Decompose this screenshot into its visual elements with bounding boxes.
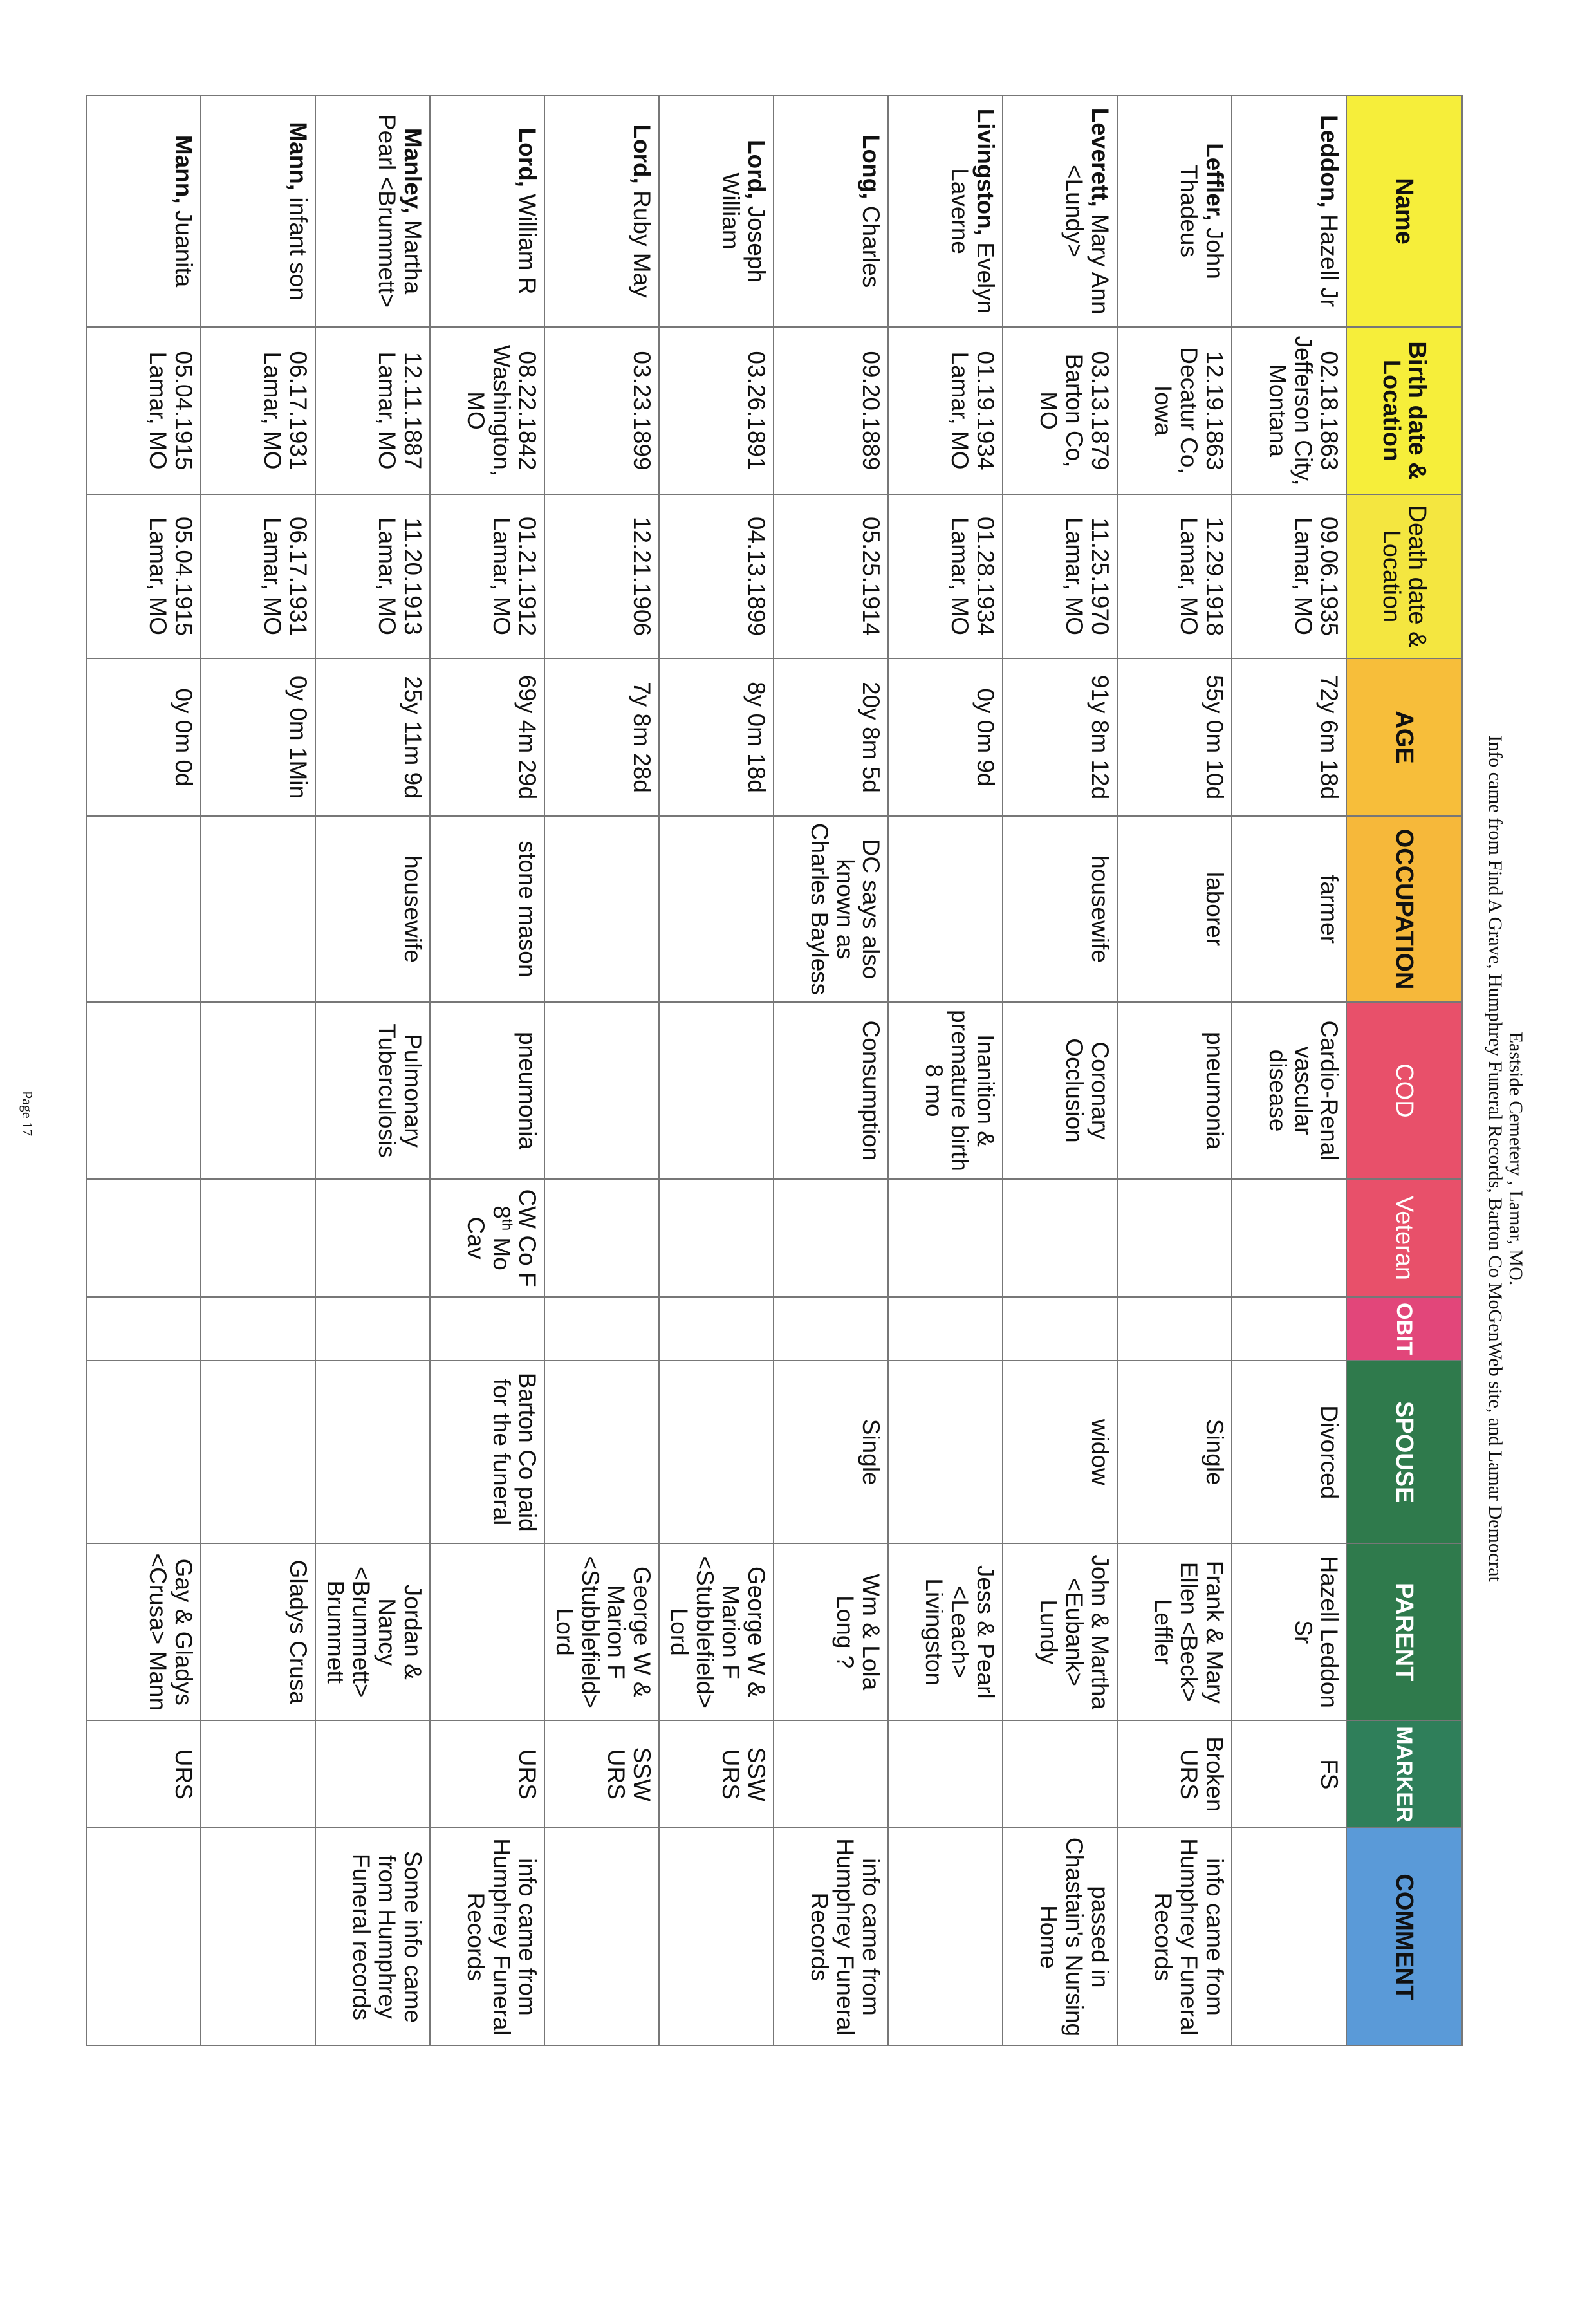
cell-death: 01.21.1912 Lamar, MO (430, 494, 544, 658)
cell-veteran: CW Co F 8th Mo Cav (430, 1179, 544, 1297)
cell-parent (430, 1543, 544, 1720)
cell-death: 05.25.1914 (774, 494, 888, 658)
cell-age: 0y 0m 0d (86, 658, 201, 816)
cell-birth: 02.18.1863 Jefferson City, Montana (1232, 327, 1346, 494)
cell-birth: 08.22.1842 Washington, MO (430, 327, 544, 494)
table-row (544, 95, 659, 2045)
cell-death: 09.06.1935 Lamar, MO (1232, 494, 1346, 658)
table-row (774, 95, 888, 2045)
cell-death: 12.21.1906 (544, 494, 659, 658)
cell-occupation: housewife (315, 816, 430, 1002)
cell-name (201, 95, 315, 327)
given-name: Juanita (171, 210, 197, 288)
cell-name (1117, 95, 1232, 327)
cell-parent: Frank & Mary Ellen <Beck> Leffler (1117, 1543, 1232, 1720)
table-row (201, 95, 315, 2045)
cell-marker: SSW URS (659, 1720, 774, 1828)
cell-death: 04.13.1899 (659, 494, 774, 658)
cell-spouse (659, 1361, 774, 1543)
cell-obit (544, 1297, 659, 1361)
given-name: Hazell Jr (1316, 214, 1342, 308)
cell-marker (774, 1720, 888, 1828)
cell-age: 0y 0m 9d (888, 658, 1003, 816)
column-header-veteran: Veteran (1346, 1179, 1462, 1297)
cell-spouse (201, 1361, 315, 1543)
surname: Lord, (629, 124, 655, 184)
cell-age: 55y 0m 10d (1117, 658, 1232, 816)
cell-death: 06.17.1931 Lamar, MO (201, 494, 315, 658)
cell-comment: info came from Humphrey Funeral Records (1117, 1828, 1232, 2045)
cell-comment (544, 1828, 659, 2045)
cell-obit (659, 1297, 774, 1361)
cell-veteran (1003, 1179, 1117, 1297)
cell-parent: George W & Marion F <Stubblefield> Lord (544, 1543, 659, 1720)
table-row (888, 95, 1003, 2045)
cell-marker (888, 1720, 1003, 1828)
cell-spouse (888, 1361, 1003, 1543)
table-row (659, 95, 774, 2045)
ordinal-suffix: th (499, 1218, 515, 1231)
cell-cod: Inanition & premature birth 8 mo (888, 1002, 1003, 1179)
cell-parent: Jordan & Nancy <Brummett> Brummett (315, 1543, 430, 1720)
cell-comment: passed in Chastain's Nursing Home (1003, 1828, 1117, 2045)
table-row (86, 95, 201, 2045)
cell-cod: Coronary Occlusion (1003, 1002, 1117, 1179)
cell-marker (315, 1720, 430, 1828)
cell-veteran (1117, 1179, 1232, 1297)
column-header-occupation: OCCUPATION (1346, 816, 1462, 1002)
cell-marker: URS (86, 1720, 201, 1828)
cell-age: 25y 11m 9d (315, 658, 430, 816)
cell-marker: FS (1232, 1720, 1346, 1828)
cell-birth: 09.20.1889 (774, 327, 888, 494)
cell-obit (1232, 1297, 1346, 1361)
cell-birth: 01.19.1934 Lamar, MO (888, 327, 1003, 494)
table-row (315, 95, 430, 2045)
cell-comment: Some info came from Humphrey Funeral records (315, 1828, 430, 2045)
given-name: infant son (285, 197, 311, 301)
cell-cod (86, 1002, 201, 1179)
given-name: Evelyn Laverne (947, 168, 999, 314)
cell-age: 72y 6m 18d (1232, 658, 1346, 816)
cell-name (544, 95, 659, 327)
column-header-comment: COMMENT (1346, 1828, 1462, 2045)
cell-birth: 03.26.1891 (659, 327, 774, 494)
cell-cod: Consumption (774, 1002, 888, 1179)
given-name: Mary Ann <Lundy> (1061, 164, 1113, 315)
cell-veteran (888, 1179, 1003, 1297)
cell-parent: Gladys Crusa (201, 1543, 315, 1720)
cell-death: 12.29.1918 Lamar, MO (1117, 494, 1232, 658)
given-name: William R (514, 194, 541, 295)
document-sources: Info came from Find A Grave, Humphrey Funeral Records, Barton Co MoGenWeb site, and Lamar Democrat (1485, 735, 1506, 1582)
cell-parent: John & Martha <Eubank> Lundy (1003, 1543, 1117, 1720)
cell-marker: SSW URS (544, 1720, 659, 1828)
cell-veteran (1232, 1179, 1346, 1297)
cell-obit (888, 1297, 1003, 1361)
page-number: Page 17 (19, 1090, 35, 1137)
cell-birth: 03.13.1879 Barton Co, MO (1003, 327, 1117, 494)
column-header-obit: OBIT (1346, 1297, 1462, 1361)
cell-spouse: widow (1003, 1361, 1117, 1543)
surname: Manley, (400, 127, 426, 214)
cell-parent: Hazell Leddon Sr (1232, 1543, 1346, 1720)
cell-parent: Wm & Lola Long ? (774, 1543, 888, 1720)
given-name: Ruby May (629, 191, 655, 298)
surname: Lord, (514, 127, 541, 187)
cell-spouse: Divorced (1232, 1361, 1346, 1543)
column-header-death: Death date & Location (1346, 494, 1462, 658)
cell-parent: Jess & Pearl <Leach> Livingston (888, 1543, 1003, 1720)
cell-occupation (86, 816, 201, 1002)
cell-cod (544, 1002, 659, 1179)
cell-obit (86, 1297, 201, 1361)
cell-cod: pneumonia (1117, 1002, 1232, 1179)
cell-age: 20y 8m 5d (774, 658, 888, 816)
cell-name (315, 95, 430, 327)
cell-occupation: DC says also known as Charles Bayless (774, 816, 888, 1002)
cell-comment (888, 1828, 1003, 2045)
cell-age: 69y 4m 29d (430, 658, 544, 816)
cell-obit (201, 1297, 315, 1361)
cell-occupation: laborer (1117, 816, 1232, 1002)
given-name: John Thadeus (1176, 165, 1228, 279)
column-header-age: AGE (1346, 658, 1462, 816)
surname: Mann, (171, 135, 197, 204)
cell-birth: 03.23.1899 (544, 327, 659, 494)
surname: Lord, (743, 139, 770, 200)
cell-name (1232, 95, 1346, 327)
table-row (1232, 95, 1346, 2045)
cell-comment (201, 1828, 315, 2045)
table-row (1117, 95, 1232, 2045)
cell-marker (1003, 1720, 1117, 1828)
cell-age: 8y 0m 18d (659, 658, 774, 816)
cell-name (1003, 95, 1117, 327)
cell-veteran (774, 1179, 888, 1297)
cell-cod: Cardio-Renal vascular disease (1232, 1002, 1346, 1179)
cell-comment (659, 1828, 774, 2045)
given-name: Joseph William (718, 172, 770, 283)
cell-veteran (315, 1179, 430, 1297)
cell-spouse: Barton Co paid for the funeral (430, 1361, 544, 1543)
cell-cod: pneumonia (430, 1002, 544, 1179)
column-header-marker: MARKER (1346, 1720, 1462, 1828)
cell-obit (774, 1297, 888, 1361)
cell-cod (201, 1002, 315, 1179)
cell-veteran (659, 1179, 774, 1297)
cell-veteran (201, 1179, 315, 1297)
table-row (1003, 95, 1117, 2045)
cell-death: 01.28.1934 Lamar, MO (888, 494, 1003, 658)
cell-parent: Gay & Gladys <Crusa> Mann (86, 1543, 201, 1720)
cell-occupation: stone mason (430, 816, 544, 1002)
cell-comment (86, 1828, 201, 2045)
column-header-cod: COD (1346, 1002, 1462, 1179)
column-header-parent: PARENT (1346, 1543, 1462, 1720)
surname: Long, (858, 134, 884, 200)
cell-occupation (201, 816, 315, 1002)
cell-parent: George W & Marion F <Stubblefield> Lord (659, 1543, 774, 1720)
cell-death: 11.20.1913 Lamar, MO (315, 494, 430, 658)
column-header-spouse: SPOUSE (1346, 1361, 1462, 1543)
burial-records-table (86, 95, 1463, 2046)
surname: Leverett, (1087, 107, 1113, 207)
cell-marker (201, 1720, 315, 1828)
cell-occupation: housewife (1003, 816, 1117, 1002)
cell-spouse: Single (1117, 1361, 1232, 1543)
cell-name (774, 95, 888, 327)
header-row (1346, 95, 1462, 2045)
surname: Mann, (285, 122, 311, 191)
cell-occupation (888, 816, 1003, 1002)
cell-spouse: Single (774, 1361, 888, 1543)
cell-obit (315, 1297, 430, 1361)
cell-birth: 05.04.1915 Lamar, MO (86, 327, 201, 494)
surname: Livingston, (972, 108, 999, 236)
surname: Leddon, (1316, 115, 1342, 208)
surname: Leffler, (1202, 143, 1228, 221)
given-name: Charles (858, 205, 884, 288)
cell-birth: 06.17.1931 Lamar, MO (201, 327, 315, 494)
table-row (430, 95, 544, 2045)
cell-name (888, 95, 1003, 327)
cell-veteran (544, 1179, 659, 1297)
cell-age: 91y 8m 12d (1003, 658, 1117, 816)
given-name: Martha Pearl <Brummett> (374, 114, 426, 308)
cell-age: 0y 0m 1Min (201, 658, 315, 816)
cell-birth: 12.11.1887 Lamar, MO (315, 327, 430, 494)
cell-comment (1232, 1828, 1346, 2045)
cell-occupation (544, 816, 659, 1002)
cell-spouse (86, 1361, 201, 1543)
cell-age: 7y 8m 28d (544, 658, 659, 816)
cell-obit (430, 1297, 544, 1361)
cell-name (86, 95, 201, 327)
cell-comment: info came from Humphrey Funeral Records (774, 1828, 888, 2045)
document-title: Eastside Cemetery , Lamar, MO. (1505, 1031, 1526, 1286)
cell-name (430, 95, 544, 327)
cell-cod (659, 1002, 774, 1179)
cell-obit (1117, 1297, 1232, 1361)
cell-occupation (659, 816, 774, 1002)
cell-occupation: farmer (1232, 816, 1346, 1002)
cell-veteran (86, 1179, 201, 1297)
cell-marker: Broken URS (1117, 1720, 1232, 1828)
column-header-name: Name (1346, 95, 1462, 327)
cell-birth: 12.19.1863 Decatur Co, Iowa (1117, 327, 1232, 494)
cell-cod: Pulmonary Tuberculosis (315, 1002, 430, 1179)
cell-marker: URS (430, 1720, 544, 1828)
cell-spouse (315, 1361, 430, 1543)
cell-death: 05.04.1915 Lamar, MO (86, 494, 201, 658)
cell-death: 11.25.1970 Lamar, MO (1003, 494, 1117, 658)
column-header-birth: Birth date & Location (1346, 327, 1462, 494)
cell-name (659, 95, 774, 327)
cell-comment: info came from Humphrey Funeral Records (430, 1828, 544, 2045)
cell-spouse (544, 1361, 659, 1543)
cell-obit (1003, 1297, 1117, 1361)
